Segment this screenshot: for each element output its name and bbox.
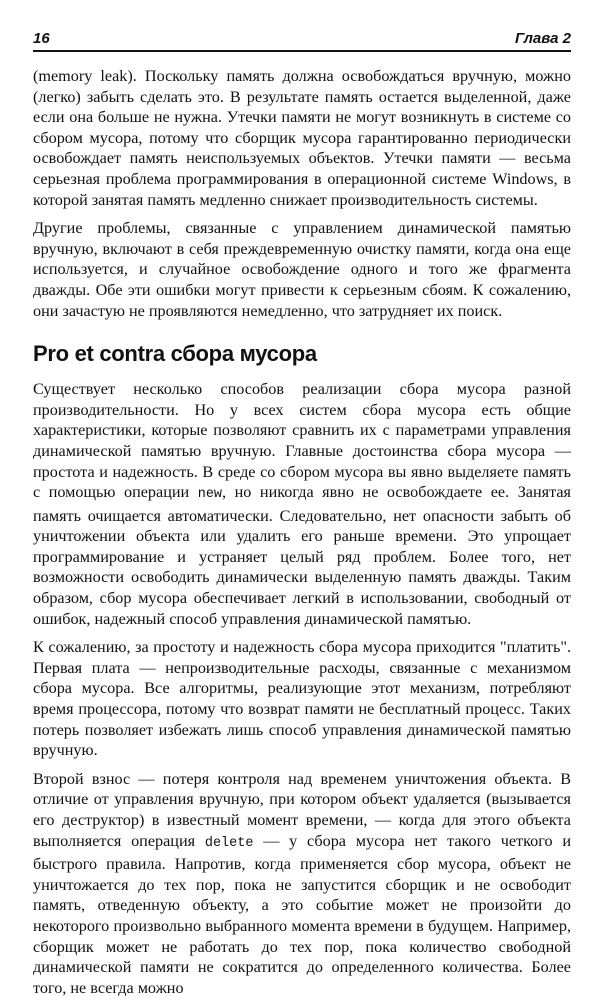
page-body [33,66,571,998]
paragraph-gc-advantages: Существует несколько способов реализации сбора мусора разной производительности. Но у всех систем сбора мусора есть общие характеристики, которые позволяют сравнить их с параметрами управления динамической памятью вручную. Главные достоинства сбора мусора — простота и надежность. В среде со сбором мусора вы явно выделяете память с помощью операции new, но никогда явно не освобождаете ее. Занятая память очищается автоматически. Следовательно, нет опасности забыть об уничтожении объекта или удалить его раньше времени. Это упрощает программирование и устраняет целый ряд проблем. Более того, нет возможности освободить динамически выделенную память дважды. Таким образом, сбор мусора обеспечивает легкий в использовании, свободный от ошибок, надежный способ управления динамической памятью. [33,380,572,628]
chapter-label: Глава 2 [514,30,571,47]
code-new: new [197,487,223,503]
book-page [33,30,571,1006]
running-header [33,30,571,52]
paragraph-gc-timing: Второй взнос — потеря контроля над временем уничтожения объекта. В отличие от управления вручную, при котором объект удаляется (вызывается его деструктор) в известный момент времени, — когда для этого объекта выполняется операция delete — у сбора мусора нет такого четкого и быстрого правила. Напротив, когда применяется сбор мусора, объект не уничтожается до тех пор, пока не запустится сборщик и не освободит память, отведенную объекту, а это событие может не произойти до некоторого произвольно выбранного момента времени в будущем. Например, сборщик может не работать до тех пор, пока количество свободной динамической памяти не сократится до определенного количества. Более того, не всегда можно [33,769,572,997]
paragraph-gc-cost: К сожалению, за простоту и надежность сбора мусора приходится "платить". Первая плата — непроизводительные расходы, связанные с механизмом сбора мусора. Все алгоритмы, реализующие этот механизм, потребляют время процессора, потому что возврат памяти не бесплатный процесс. Таких потерь позволяет избежать лишь способ управления динамической памятью вручную. [33,638,571,760]
section-heading: Pro et contra сбора мусора [33,341,317,367]
page-number: 16 [33,30,50,47]
code-delete: delete [204,835,254,851]
paragraph-memory-leak: (memory leak). Поскольку память должна освобождаться вручную, можно (легко) забыть сделать это. В результате память остается выделенной, даже если она больше не нужна. Утечки памяти не могут возникнуть в системе со сбором мусора, потому что сборщик мусора гарантированно периодически освобождает память неиспользуемых объектов. Утечки памяти — весьма серьезная проблема программирования в операционной системе Windows, в которой занятая память медленно снижает производительность системы. [33,67,571,209]
paragraph-other-problems: Другие проблемы, связанные с управлением динамической памятью вручную, включают в себя преждевременную очистку памяти, когда она еще используется, и случайное освобождение одного и того же фрагмента дважды. Обе эти ошибки могут привести к серьезным сбоям. К сожалению, они зачастую не проявляются немедленно, что затрудняет их поиск. [33,219,571,320]
